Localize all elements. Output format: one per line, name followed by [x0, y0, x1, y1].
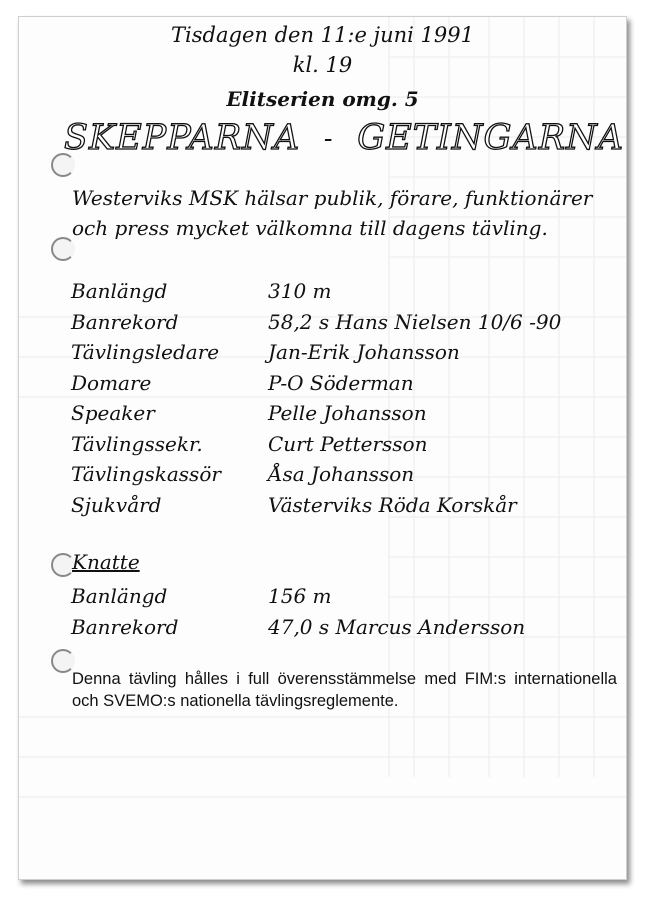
- match-title: [64, 118, 624, 158]
- info-label: Banlängd: [71, 279, 168, 304]
- series-line: Elitserien omg. 5: [226, 87, 419, 111]
- info-row: [71, 398, 561, 429]
- time-line: kl. 19: [292, 53, 353, 77]
- info-row: [71, 368, 561, 399]
- home-team: SKEPPARNA: [64, 118, 301, 158]
- info-row: [71, 459, 561, 490]
- info-label: Banrekord: [71, 309, 179, 334]
- info-label: Tävlingskassör: [71, 462, 221, 487]
- program-page: [18, 16, 627, 880]
- team-separator: -: [323, 124, 334, 154]
- info-value: 310 m: [268, 279, 332, 304]
- info-label: Domare: [71, 370, 152, 395]
- info-row: [71, 307, 561, 338]
- info-value: Pelle Johansson: [268, 401, 427, 426]
- knatte-label: Banlängd: [71, 583, 168, 608]
- info-row: [71, 429, 561, 460]
- info-label: Speaker: [71, 401, 155, 426]
- knatte-info-table: [71, 580, 525, 642]
- knatte-value: 47,0 s Marcus Andersson: [268, 614, 526, 639]
- knatte-row: [71, 580, 525, 611]
- info-value: Jan-Erik Johansson: [268, 340, 460, 365]
- away-team: GETINGARNA: [357, 118, 624, 158]
- info-value: P-O Söderman: [268, 370, 414, 395]
- info-label: Tävlingsledare: [71, 340, 220, 365]
- info-value: Västerviks Röda Korskår: [268, 492, 517, 517]
- info-row: [71, 337, 561, 368]
- knatte-value: 156 m: [268, 583, 332, 608]
- knatte-row: [71, 611, 525, 642]
- info-value: 58,2 s Hans Nielsen 10/6 -90: [268, 309, 562, 334]
- info-label: Tävlingssekr.: [71, 431, 203, 456]
- info-value: Åsa Johansson: [268, 462, 415, 487]
- knatte-heading: Knatte: [72, 550, 140, 574]
- knatte-label: Banrekord: [71, 614, 179, 639]
- date-line: Tisdagen den 11:e juni 1991: [171, 23, 474, 47]
- info-row: [71, 490, 561, 521]
- info-value: Curt Pettersson: [268, 431, 428, 456]
- welcome-line-1: Westerviks MSK hälsar publik, förare, funktionärer: [72, 186, 593, 210]
- info-row: [71, 276, 561, 307]
- info-label: Sjukvård: [71, 492, 162, 517]
- welcome-text: [72, 183, 617, 243]
- welcome-line-2: och press mycket välkomna till dagens tävling.: [72, 216, 548, 240]
- regulation-notice: Denna tävling hålles i full överensstämmelse med FIM:s internationella och SVEMO:s nationella tävlingsreglemente.: [72, 670, 617, 710]
- event-info-table: [71, 276, 561, 520]
